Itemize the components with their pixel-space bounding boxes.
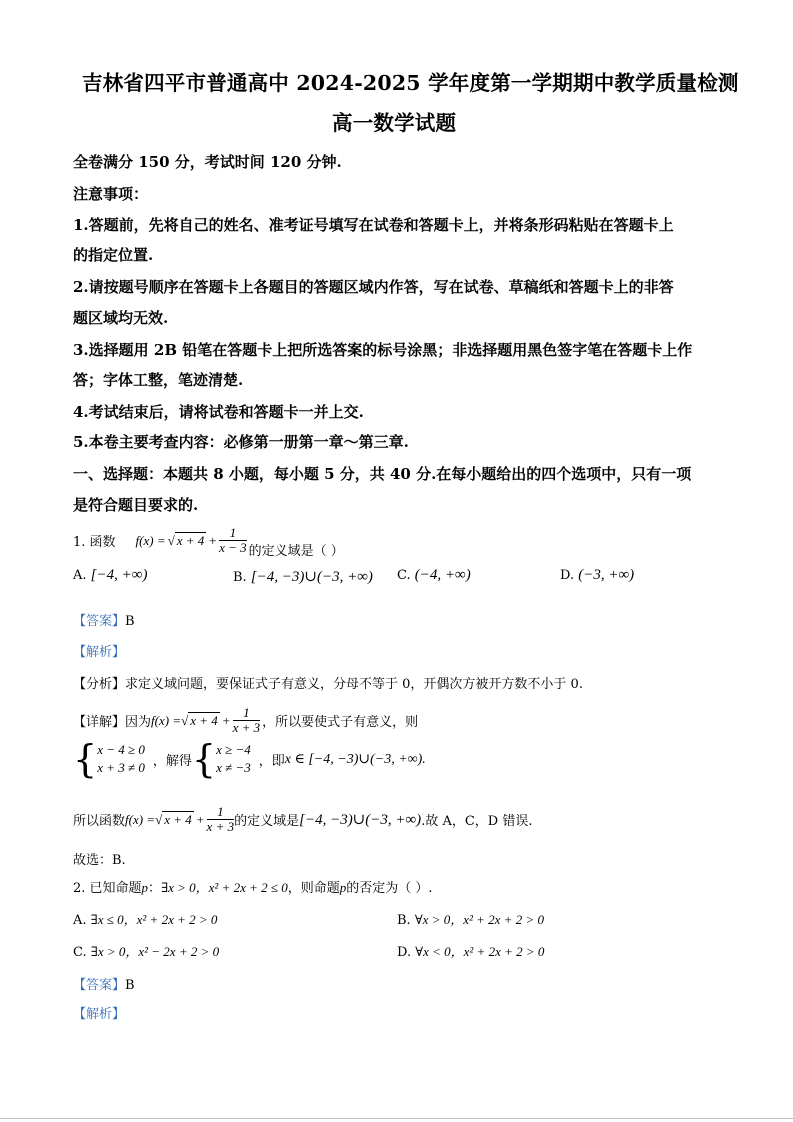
q1-suffix: 的定义域是（ ）	[248, 544, 344, 559]
q1-func: f(x) =	[135, 532, 166, 548]
q1-detail-fraction	[233, 706, 261, 735]
q1-option-b: B. [−4, −3)∪(−3, +∞)	[233, 569, 373, 585]
note-1b: 的指定位置.	[73, 246, 154, 264]
q1-so-b: 的定义域是	[234, 814, 300, 829]
q1-detail-sqrt: x + 4	[190, 712, 218, 728]
q1-fenxi-text: 求定义域问题，要保证式子有意义，分母不等于 0，开偶次方被开方数不小于 0.	[125, 677, 583, 692]
q2-prefix: 2. 已知命题	[73, 881, 142, 896]
q1-plus: +	[208, 532, 218, 548]
q2-p: p	[141, 880, 149, 895]
q2-answer-value: B	[125, 978, 135, 993]
q1-detail-a: 因为	[125, 715, 152, 730]
note-5: 5.本卷主要考查内容：必修第一册第一章～第三章.	[73, 433, 409, 451]
q1-system-1: x − 4 ≥ 0 x + 3 ≠ 0	[97, 742, 145, 775]
q1-detail-plus: +	[221, 712, 231, 728]
question-1: 1. 函数 f(x) = √ x + 4 + $\frac{1}{x - 3}$ 的定义域是（ ）	[73, 522, 344, 559]
q1-so-num: 1	[207, 805, 235, 820]
q1-so-fraction	[207, 805, 235, 834]
q1-so-den: x + 3	[206, 819, 235, 834]
q2-colon: ：	[148, 881, 162, 896]
q1-fenxi	[73, 673, 583, 692]
score-time: 全卷满分 150 分，考试时间 120 分钟.	[73, 153, 342, 171]
q1-fenxi-tag: 【分析】	[73, 677, 126, 692]
q1-so-sqrt: x + 4	[164, 811, 192, 827]
page-title-line2: 高一数学试题	[332, 111, 457, 135]
q1-frac-num: 1	[219, 526, 247, 541]
q1-sqrt-arg: x + 4	[176, 532, 205, 548]
q1-answer-tag: 【答案】	[73, 614, 126, 629]
q1-system-2: x ≥ −4 x ≠ −3	[216, 742, 251, 775]
q1-result-word: ，即	[258, 753, 285, 769]
q1-detail-den: x + 3	[232, 720, 261, 735]
note-2a: 2.请按题号顺序在答题卡上各题目的答题区域内作答，写在试卷、草稿纸和答题卡上的非答	[73, 278, 674, 296]
q1-so-c: .故 A，C，D 错误.	[421, 814, 533, 829]
q1-choose: 故选：B.	[73, 853, 126, 868]
q1-detail-num: 1	[233, 706, 261, 721]
section-1b: 是符合题目要求的.	[73, 496, 199, 514]
q1-so-func: f(x) =	[125, 811, 156, 827]
q2-suffix-b: 的否定为（ ）.	[346, 881, 433, 896]
note-2b: 题区域均无效.	[73, 309, 169, 327]
q1-detail-func: f(x) =	[151, 712, 182, 728]
q1-so-set: [−4, −3)∪(−3, +∞)	[299, 812, 422, 828]
q1-prefix: 1. 函数	[73, 535, 116, 550]
q1-fraction	[219, 526, 247, 555]
page-bottom-divider	[0, 1118, 793, 1119]
q2-statement: ∃x > 0，x² + 2x + 2 ≤ 0	[161, 880, 288, 895]
q1-so-plus: +	[195, 811, 205, 827]
q2-analysis-tag: 【解析】	[73, 1007, 126, 1022]
q2-suffix-a: ，则命题	[287, 881, 340, 896]
notes-heading: 注意事项：	[73, 185, 149, 203]
q2-option-a: A. ∃x ≤ 0，x² + 2x + 2 > 0	[73, 912, 218, 928]
q1-analysis-tag: 【解析】	[73, 645, 126, 660]
q2-option-d: D. ∀x < 0，x² + 2x + 2 > 0	[397, 944, 545, 960]
q1-option-c: C. (−4, +∞)	[397, 567, 471, 583]
q1-conclusion: 所以函数 f(x) = √ x + 4 + $\frac{1}{x + 3}$ 的定义域是 [−4, −3)∪(−3, +∞) .故 A，C，D 错误.	[73, 804, 533, 834]
q1-detail-tag: 【详解】	[73, 715, 126, 730]
q2-option-c: C. ∃x > 0，x² − 2x + 2 > 0	[73, 944, 220, 960]
question-2	[73, 877, 433, 896]
q1-so-a: 所以函数	[73, 814, 126, 829]
q1-detail: 【详解】 因为 f(x) = √ x + 4 + $\frac{1}{x + 3}$ ，所以要使式子有意义，则	[73, 705, 419, 735]
q1-answer-value: B	[125, 614, 135, 629]
q1-frac-den: x − 3	[219, 540, 247, 555]
left-brace-2: {	[191, 737, 217, 781]
q1-result-set: x ∈ [−4, −3)∪(−3, +∞).	[284, 751, 426, 767]
q2-answer-tag: 【答案】	[73, 978, 126, 993]
q1-option-d: D. (−3, +∞)	[560, 567, 635, 583]
q2-answer	[73, 974, 135, 993]
note-1a: 1.答题前，先将自己的姓名、准考证号填写在试卷和答题卡上，并将条形码粘贴在答题卡上	[73, 216, 674, 234]
q2-option-b: B. ∀x > 0，x² + 2x + 2 > 0	[397, 912, 544, 928]
note-4: 4.考试结束后，请将试卷和答题卡一并上交.	[73, 403, 364, 421]
note-3a: 3.选择题用 2B 铅笔在答题卡上把所选答案的标号涂黑；非选择题用黑色签字笔在答题卡上作	[73, 341, 693, 359]
page-title-line1: 吉林省四平市普通高中 2024-2025 学年度第一学期期中教学质量检测	[82, 71, 739, 95]
q1-answer	[73, 610, 135, 629]
section-1a: 一、选择题：本题共 8 小题，每小题 5 分，共 40 分.在每小题给出的四个选项中，只有一项	[73, 465, 692, 483]
left-brace-1: {	[73, 737, 98, 781]
note-3b: 答；字体工整，笔迹清楚.	[73, 371, 244, 389]
q1-detail-b: ，所以要使式子有意义，则	[262, 715, 419, 730]
q1-solve-word: ，解得	[152, 753, 192, 769]
q2-suffix-p: p	[339, 880, 347, 895]
q1-option-a: A. [−4, +∞)	[73, 567, 148, 583]
q1-systems	[73, 737, 426, 781]
